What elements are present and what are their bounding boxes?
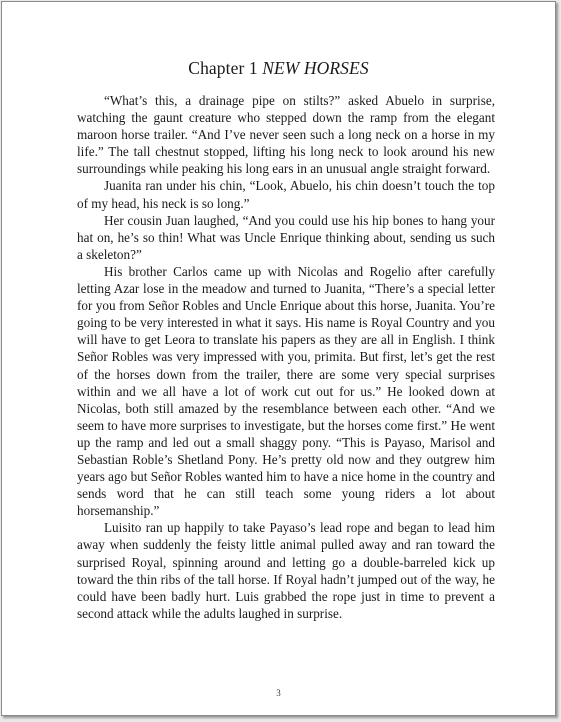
paragraph: His brother Carlos came up with Nicolas and Rogelio after carefully letting Azar lose in the meadow and turned to Juanita, “There’s a special letter for you from Señor Robles and Uncle Enrique about this horse, Juanita. You’re going to be very interested in what it says. His name is Royal Country and you will have to get Leora to translate his papers as they are all in English. I think Señor Robles was very impressed with you, primita. But first, let’s get the rest of the horses down from the trailer, there are some very special surprises within and we all have a lot of work cut out for us.” He looked down at Nicolas, both still amazed by the resemblance between each other. “And we seem to have more surprises to investigate, but the horses come first.” He went up the ramp and led out a small shaggy pony. “This is Payaso, Marisol and Sebastian Roble’s Shetland Pony. He’s pretty old now and they outgrew him years ago but Señor Robles wanted him to have a nice home in the country and sends word that he can still teach some young riders a lot about horsemanship.” [77, 263, 495, 519]
page-number: 3 [276, 688, 281, 698]
paragraph: Juanita ran under his chin, “Look, Abuelo, his chin doesn’t touch the top of my head, his neck is so long.” [77, 178, 495, 211]
paragraph: “What’s this, a drainage pipe on stilts?” asked Abuelo in surprise, watching the gaunt creature who stepped down the ramp from the elegant maroon horse trailer. “And I’ve never seen such a long neck on a horse in my life.” The tall chestnut stopped, lifting his long neck to look around his new surroundings while peaking his long ears in an unusual angle straight forward. [77, 93, 495, 177]
chapter-label: Chapter 1 [188, 58, 258, 78]
chapter-name: NEW HORSES [262, 58, 369, 78]
chapter-title [2, 58, 555, 79]
document-page [1, 1, 556, 716]
chapter-body [77, 92, 495, 622]
paragraph: Luisito ran up happily to take Payaso’s lead rope and began to lead him away when suddenly the feisty little animal pulled away and ran toward the surprised Royal, spinning around and letting go a double-barreled kick up toward the thin ribs of the tall horse. If Royal hadn’t jumped out of the way, he could have been badly hurt. Luis grabbed the rope just in time to prevent a second attack while the adults laughed in surprise. [77, 520, 495, 621]
paragraph: Her cousin Juan laughed, “And you could use his hip bones to hang your hat on, he’s so thin! What was Uncle Enrique thinking about, sending us such a skeleton?” [77, 212, 495, 262]
